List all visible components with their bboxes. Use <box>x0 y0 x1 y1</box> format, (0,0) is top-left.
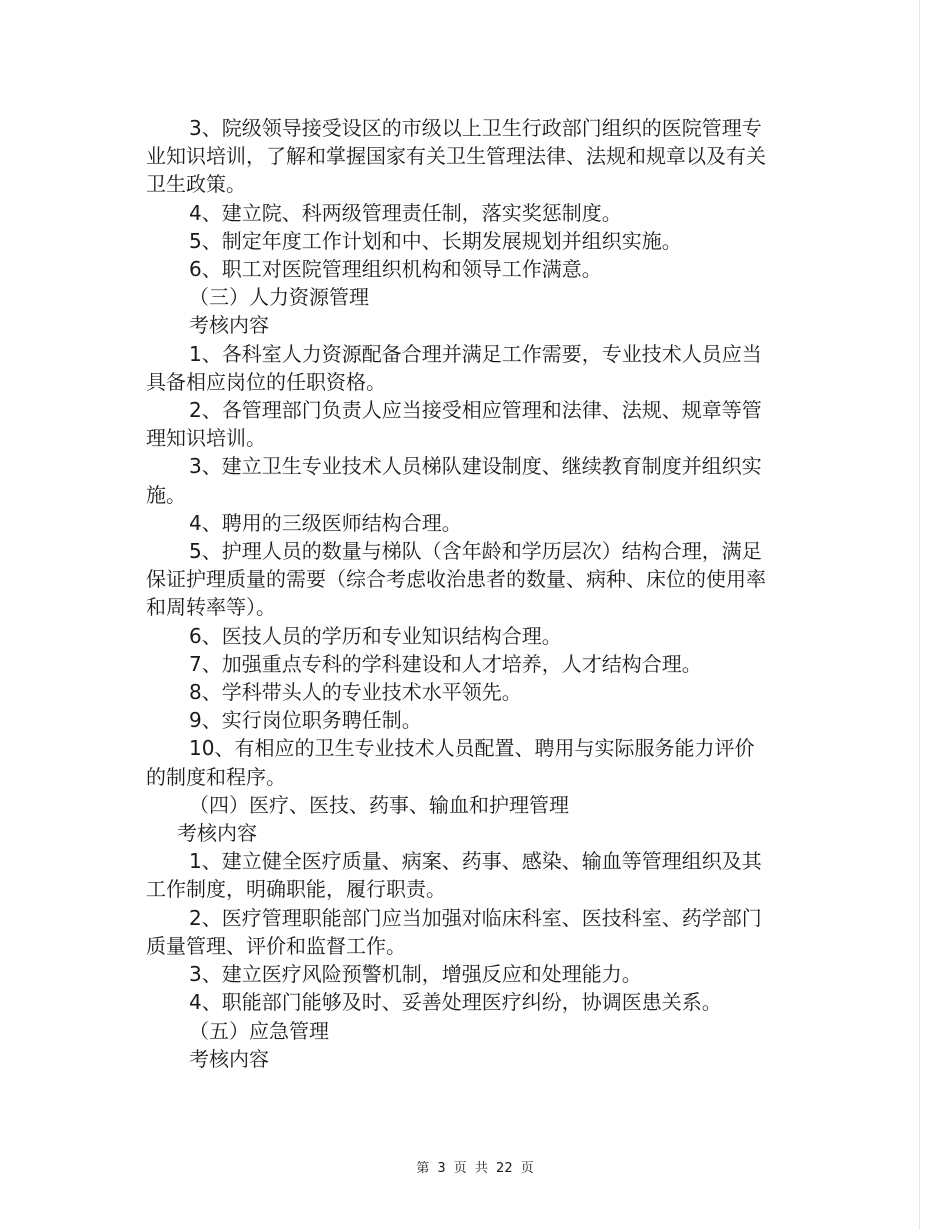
body-paragraph: 8、学科带头人的专业技术水平领先。 <box>189 680 522 705</box>
section-heading: （三）人力资源管理 <box>189 285 369 310</box>
body-paragraph: 10、有相应的卫生专业技术人员配置、聘用与实际服务能力评价的制度和程序。 <box>146 736 755 789</box>
body-paragraph: 3、建立卫生专业技术人员梯队建设制度、继续教育制度并组织实施。 <box>146 454 762 507</box>
body-paragraph: 2、各管理部门负责人应当接受相应管理和法律、法规、规章等管理知识培训。 <box>146 398 762 451</box>
section-heading: 考核内容 <box>189 1046 269 1071</box>
body-paragraph: 9、实行岗位职务聘任制。 <box>189 708 422 733</box>
document-body <box>146 114 768 1073</box>
section-heading: 考核内容 <box>177 821 257 846</box>
body-paragraph: 7、加强重点专科的学科建设和人才培养，人才结构合理。 <box>189 651 702 676</box>
page-edge-divider <box>919 0 920 1230</box>
section-heading: （五）应急管理 <box>189 1018 329 1043</box>
body-paragraph: 2、医疗管理职能部门应当加强对临床科室、医技科室、药学部门质量管理、评价和监督工作。 <box>146 905 762 958</box>
body-paragraph: 3、院级领导接受设区的市级以上卫生行政部门组织的医院管理专业知识培训，了解和掌握国家有关卫生管理法律、法规和规章以及有关卫生政策。 <box>146 116 766 197</box>
body-paragraph: 5、制定年度工作计划和中、长期发展规划并组织实施。 <box>189 228 682 253</box>
body-paragraph: 1、建立健全医疗质量、病案、药事、感染、输血等管理组织及其工作制度，明确职能，履行职责。 <box>146 849 762 902</box>
body-paragraph: 3、建立医疗风险预警机制，增强反应和处理能力。 <box>189 962 642 987</box>
body-paragraph: 6、医技人员的学历和专业知识结构合理。 <box>189 623 562 648</box>
section-heading: （四）医疗、医技、药事、输血和护理管理 <box>189 792 569 817</box>
section-heading: 考核内容 <box>189 313 269 338</box>
body-paragraph: 4、职能部门能够及时、妥善处理医疗纠纷，协调医患关系。 <box>189 990 722 1015</box>
body-paragraph: 1、各科室人力资源配备合理并满足工作需要，专业技术人员应当具备相应岗位的任职资格。 <box>146 341 762 394</box>
body-paragraph: 4、建立院、科两级管理责任制，落实奖惩制度。 <box>189 200 622 225</box>
body-paragraph: 6、职工对医院管理组织机构和领导工作满意。 <box>189 257 602 282</box>
body-paragraph: 5、护理人员的数量与梯队（含年龄和学历层次）结构合理，满足保证护理质量的需要（综合考虑收治患者的数量、病种、床位的使用率和周转率等）。 <box>146 539 766 620</box>
page-footer: 第 3 页 共 22 页 <box>416 1161 534 1176</box>
body-paragraph: 4、聘用的三级医师结构合理。 <box>189 510 462 535</box>
